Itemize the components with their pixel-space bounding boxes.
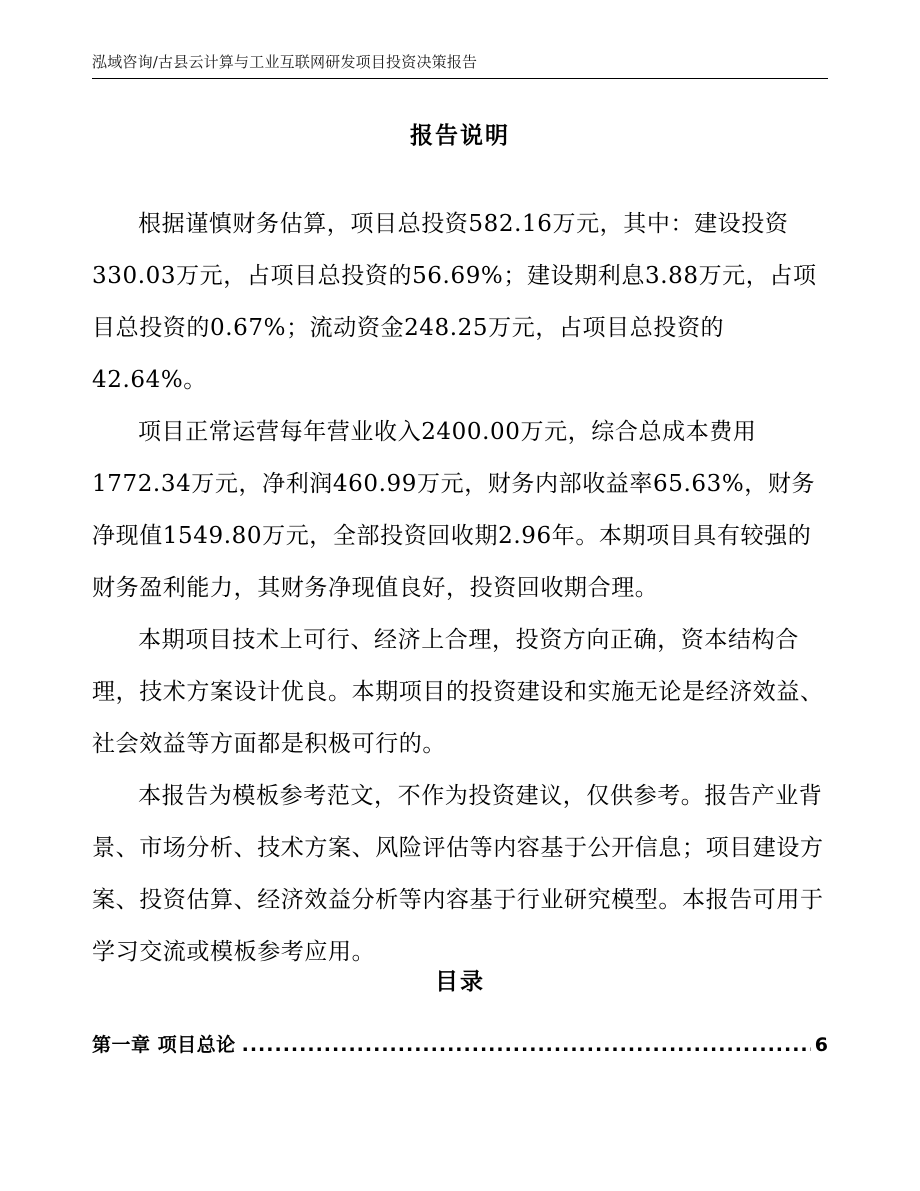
header-divider (92, 78, 828, 79)
toc-entry[interactable] (92, 1030, 828, 1060)
paragraph-disclaimer: 本报告为模板参考范文，不作为投资建议，仅供参考。报告产业背景、市场分析、技术方案、风险评估等内容基于公开信息；项目建设方案、投资估算、经济效益分析等内容基于行业研究模型。本报告可用于学习交流或模板参考应用。 (92, 783, 824, 965)
paragraph-feasibility: 本期项目技术上可行、经济上合理，投资方向正确，资本结构合理，技术方案设计优良。本期项目的投资建设和实施无论是经济效益、社会效益等方面都是积极可行的。 (92, 627, 824, 757)
report-body (92, 198, 828, 978)
running-header: 泓域咨询/古县云计算与工业互联网研发项目投资决策报告 (92, 53, 478, 71)
report-section-title: 报告说明 (410, 123, 510, 149)
toc-entry-label[interactable]: 第一章 项目总论 (92, 1034, 236, 1056)
toc-entry-page-number[interactable]: 6 (814, 1034, 828, 1056)
toc-title: 目录 (435, 969, 485, 995)
paragraph-operations: 项目正常运营每年营业收入2400.00万元，综合总成本费用1772.34万元，净利润460.99万元，财务内部收益率65.63%，财务净现值1549.80万元，全部投资回收期2.96年。本期项目具有较强的财务盈利能力，其财务净现值良好，投资回收期合理。 (92, 419, 816, 601)
toc-dot-leader (242, 1030, 811, 1060)
paragraph-investment: 根据谨慎财务估算，项目总投资582.16万元，其中：建设投资330.03万元，占项目总投资的56.69%；建设期利息3.88万元，占项目总投资的0.67%；流动资金248.25万元，占项目总投资的42.64%。 (92, 211, 817, 393)
